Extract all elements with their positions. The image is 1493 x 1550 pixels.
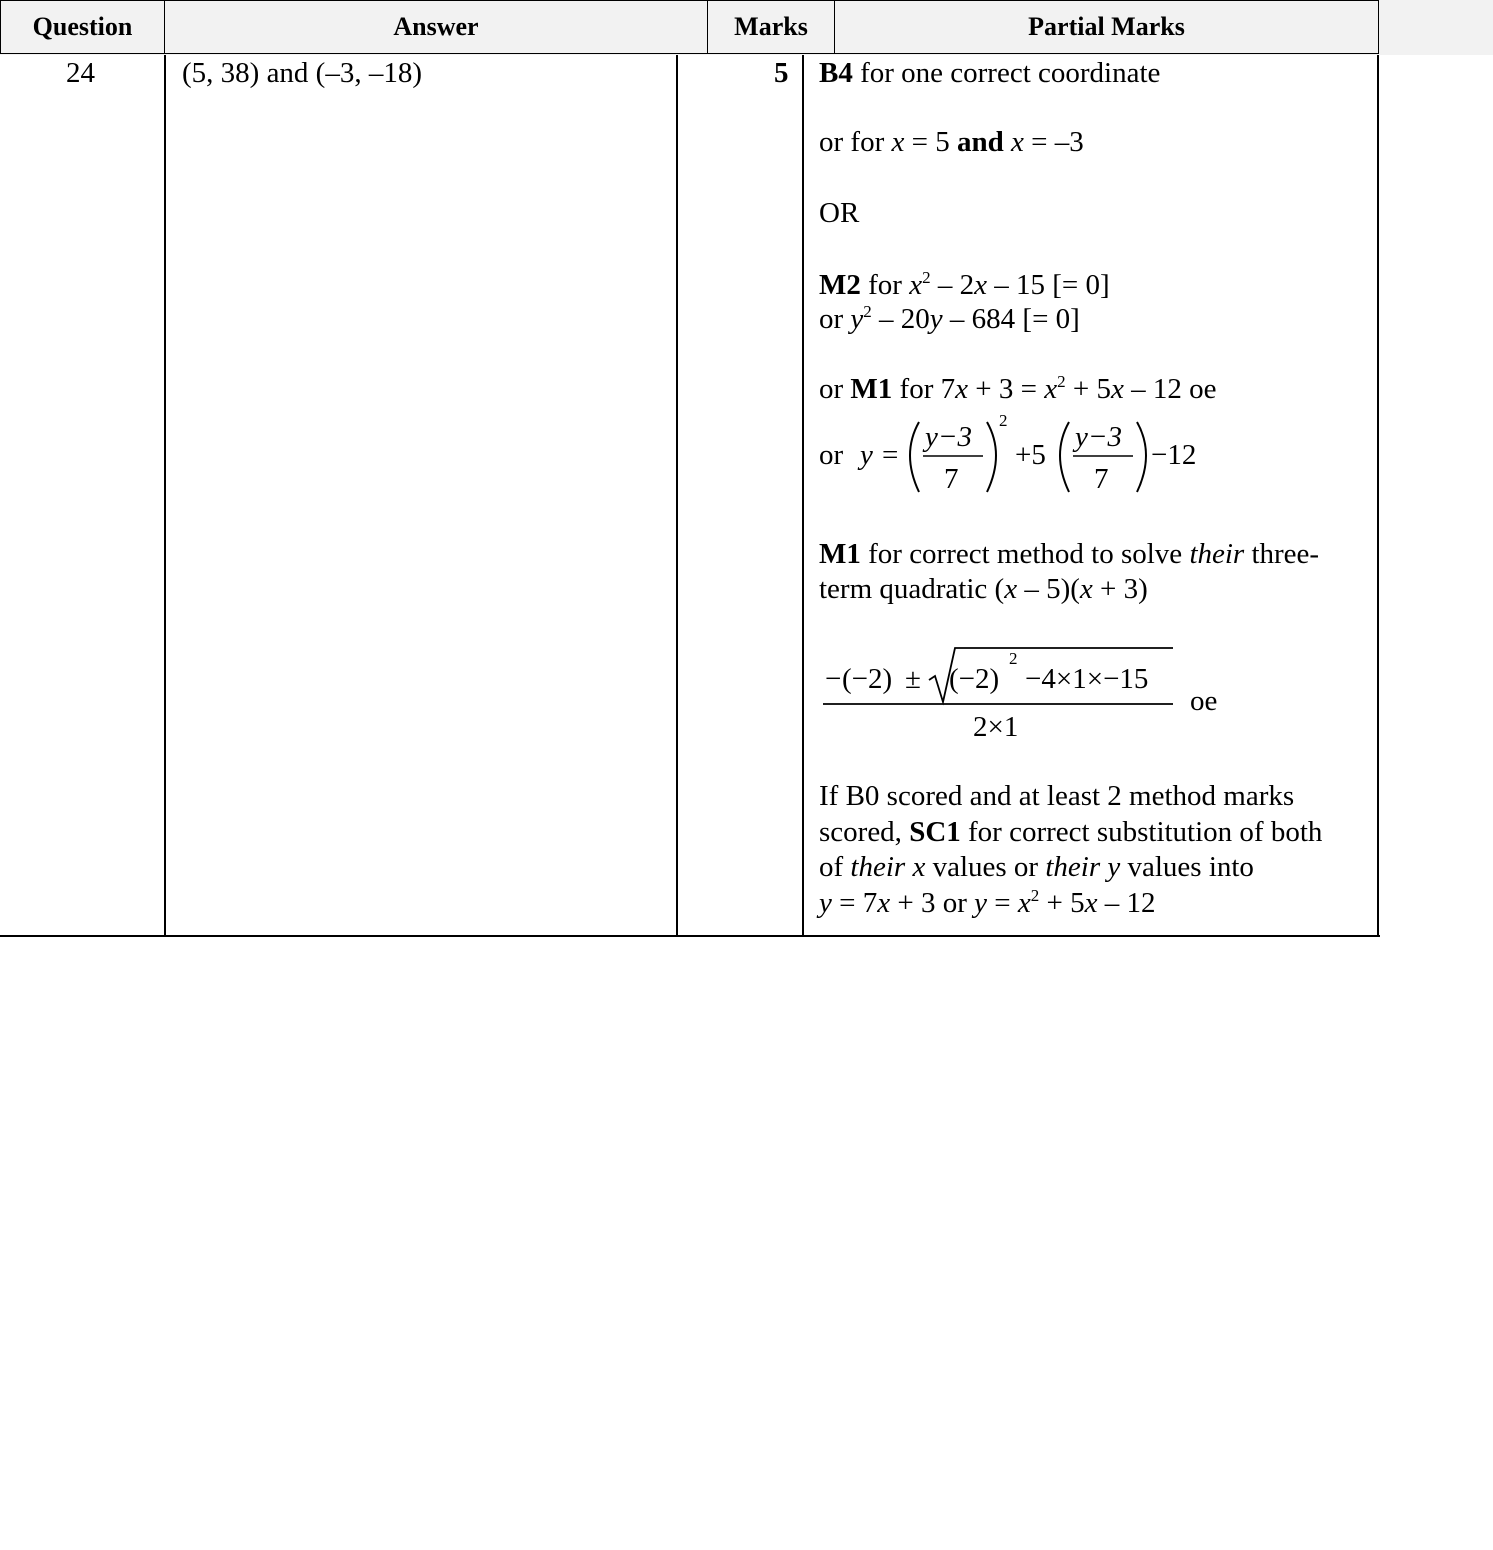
qf-oe: oe	[1190, 685, 1218, 717]
qf-denominator: 2×1	[973, 711, 1019, 743]
pm-sup: 2	[1030, 886, 1040, 905]
pm-sup: 2	[1057, 372, 1066, 391]
eq-paren-left-1	[910, 422, 919, 492]
pm-their: their	[1189, 538, 1245, 570]
answer-text: (5, 38) and (–3, –18)	[182, 57, 423, 89]
pm-text: + 5	[1039, 887, 1085, 919]
pm-var: y	[929, 303, 943, 335]
question-number: 24	[66, 57, 95, 89]
equation-quadratic-formula	[815, 640, 1235, 750]
pm-text: values into	[1120, 851, 1254, 883]
pm-var: x	[1017, 887, 1031, 919]
pm-text: – 12 oe	[1123, 373, 1217, 405]
pm-var: x	[1003, 126, 1024, 158]
pm-var: x	[891, 126, 905, 158]
pm-text: for	[860, 269, 910, 301]
pm-text: for correct substitution of both	[960, 816, 1323, 848]
pm-text: three-	[1244, 538, 1320, 570]
table-bottom-rule	[0, 935, 1380, 937]
pm-var: x	[1044, 373, 1058, 405]
eq-square: 2	[999, 411, 1008, 430]
eq-fraction-num-1: y−3	[925, 421, 972, 453]
qf-lead-minus: −	[825, 663, 842, 695]
pm-var: x	[974, 269, 987, 301]
pm-text: – 15 [= 0]	[986, 269, 1110, 301]
header-question	[0, 0, 165, 54]
col-divider-3	[802, 55, 804, 937]
eq-minus-twelve: −12	[1151, 439, 1197, 471]
pm-var: x	[1004, 573, 1018, 605]
pm-text: + 3 or	[890, 887, 975, 919]
pm-text: If B0 scored and at least 2 method marks	[819, 780, 1295, 812]
eq-or: or	[819, 439, 844, 471]
pm-text: = 7	[831, 887, 878, 919]
pm-var: x	[955, 373, 968, 405]
header-partial-marks-label: Partial Marks	[1028, 12, 1185, 41]
eq-paren-right-1	[987, 422, 996, 492]
eq-paren-left-2	[1060, 422, 1069, 492]
pm-text: term quadratic (	[819, 573, 1005, 605]
pm-var: x	[1079, 573, 1093, 605]
pm-text: – 2	[930, 269, 975, 301]
col-divider-1	[164, 55, 166, 937]
pm-m1-equation-line	[819, 372, 1216, 407]
pm-m2-line	[819, 268, 1110, 303]
header-question-label: Question	[32, 12, 133, 41]
col-divider-right	[1377, 55, 1379, 937]
pm-text: =	[987, 887, 1018, 919]
marks-value: 5	[774, 57, 789, 89]
pm-or: OR	[819, 197, 860, 229]
pm-m1-method-line-2	[819, 572, 1148, 607]
qf-rad-rest: −4×1×−15	[1025, 663, 1149, 695]
pm-sup: 2	[922, 268, 931, 287]
pm-text: + 5	[1065, 373, 1111, 405]
pm-sc-line-4	[819, 886, 1155, 921]
pm-their: their x	[850, 851, 926, 883]
pm-m2-alt-line	[819, 302, 1080, 337]
mark-code-b4: B4	[819, 57, 853, 89]
pm-sc-line-2	[819, 815, 1322, 850]
pm-text: or for	[819, 126, 892, 158]
pm-text: of	[819, 851, 851, 883]
pm-var: y	[974, 887, 987, 919]
pm-b4-text: for one correct coordinate	[852, 57, 1161, 89]
mark-code-m1: M1	[819, 538, 861, 570]
pm-text: = 5	[904, 126, 957, 158]
pm-or-line	[819, 196, 859, 231]
pm-var: x	[877, 887, 891, 919]
pm-text: = –3	[1023, 126, 1084, 158]
eq-paren-right-2	[1137, 422, 1146, 492]
pm-var: y	[850, 303, 864, 335]
eq-fraction-den-1: 7	[944, 463, 959, 495]
header-answer-label: Answer	[393, 12, 479, 41]
header-marks-label: Marks	[734, 12, 808, 41]
qf-rad-term: (−2)	[949, 663, 1000, 695]
pm-sc-line-1	[819, 779, 1294, 814]
eq-fraction-num-2: y−3	[1075, 421, 1122, 453]
pm-text: – 684 [= 0]	[942, 303, 1080, 335]
pm-their: their y	[1045, 851, 1121, 883]
pm-text: + 3)	[1092, 573, 1148, 605]
pm-var: x	[1110, 373, 1124, 405]
col-divider-2	[676, 55, 678, 937]
pm-text: scored,	[819, 816, 910, 848]
pm-text: for 7	[892, 373, 956, 405]
pm-text: – 5)(	[1017, 573, 1080, 605]
pm-x-values-line	[819, 125, 1084, 160]
eq-fraction-den-2: 7	[1094, 463, 1109, 495]
pm-var: x	[1084, 887, 1098, 919]
header-partial-marks	[834, 0, 1379, 54]
pm-and: and	[956, 126, 1004, 158]
pm-text: values or	[925, 851, 1046, 883]
pm-sc-line-3	[819, 850, 1254, 885]
pm-m1-method-line-1	[819, 537, 1319, 572]
qf-minus-two: (−2)	[842, 663, 893, 695]
mark-code-m1: M1	[850, 373, 893, 405]
eq-equals: =	[882, 439, 899, 471]
pm-text: – 12	[1097, 887, 1156, 919]
pm-text: + 3 =	[968, 373, 1045, 405]
eq-plus-five: +5	[1015, 439, 1046, 471]
qf-plus-minus: ±	[905, 663, 921, 695]
mark-code-sc1: SC1	[909, 816, 961, 848]
eq-y-var: y	[860, 439, 873, 471]
pm-b4-line	[819, 56, 1160, 91]
pm-sup: 2	[863, 302, 872, 321]
qf-rad-square: 2	[1009, 649, 1018, 668]
equation-y-substitution	[815, 408, 1215, 500]
pm-text: – 20	[871, 303, 930, 335]
header-answer	[164, 0, 708, 54]
pm-var: x	[909, 269, 923, 301]
pm-text: or	[819, 303, 851, 335]
header-marks	[707, 0, 835, 54]
pm-text: or	[819, 373, 851, 405]
pm-var: y	[819, 887, 832, 919]
mark-code-m2: M2	[819, 269, 861, 301]
pm-text: for correct method to solve	[860, 538, 1190, 570]
